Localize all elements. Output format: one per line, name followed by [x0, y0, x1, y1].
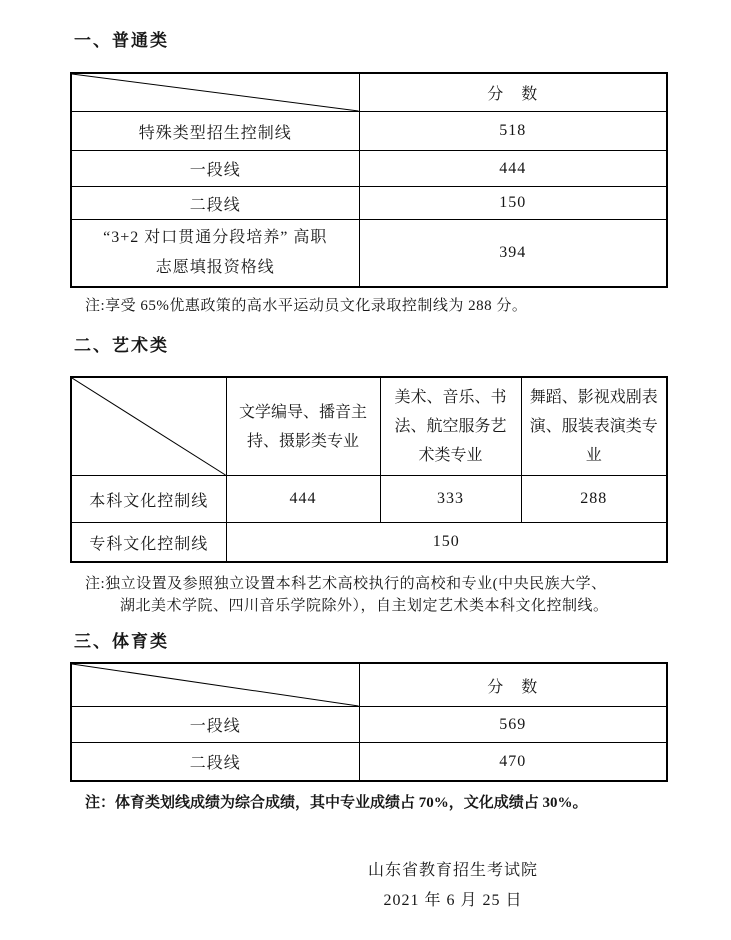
- score-value: 444: [359, 151, 667, 187]
- diagonal-line: [72, 378, 226, 475]
- art-note-line1: 注:独立设置及参照独立设置本科艺术高校执行的高校和专业(中央民族大学、: [85, 576, 607, 592]
- general-note: 注:享受 65%优惠政策的高水平运动员文化录取控制线为 288 分。: [85, 298, 528, 314]
- table-row: [71, 187, 667, 220]
- row-label: 二段线: [71, 187, 359, 220]
- issue-date: 2021 年 6 月 25 日: [383, 892, 523, 909]
- row-label-line2: 志愿填报资格线: [155, 259, 275, 276]
- corner-cell: [71, 73, 359, 112]
- section-heading-general: 一、普通类: [74, 31, 169, 50]
- score-value: 444: [226, 476, 380, 523]
- row-label: 本科文化控制线: [71, 476, 226, 523]
- table-header-row: [71, 377, 667, 476]
- table-row: [71, 112, 667, 151]
- score-column-header: 分 数: [359, 663, 667, 707]
- table-row: [71, 707, 667, 743]
- corner-cell: [71, 377, 226, 476]
- row-label: [71, 220, 359, 288]
- score-value: 569: [359, 707, 667, 743]
- corner-cell: [71, 663, 359, 707]
- score-column-header: 分 数: [359, 73, 667, 112]
- art-column-header-fine-arts: 美术、音乐、书法、航空服务艺术类专业: [380, 377, 521, 476]
- score-value: 470: [359, 743, 667, 782]
- art-note: [85, 573, 731, 617]
- score-value: 333: [380, 476, 521, 523]
- section-heading-art: 二、艺术类: [74, 336, 169, 355]
- general-score-table: [70, 72, 668, 288]
- table-row: [71, 743, 667, 782]
- merged-score-value: 150: [226, 523, 667, 563]
- diagonal-line: [72, 664, 359, 706]
- art-column-header-dance: 舞蹈、影视戏剧表演、服装表演类专业: [521, 377, 667, 476]
- table-row: [71, 523, 667, 563]
- row-label: 一段线: [71, 151, 359, 187]
- row-label: 一段线: [71, 707, 359, 743]
- section-heading-sports: 三、体育类: [74, 632, 169, 651]
- sports-note: 注：体育类划线成绩为综合成绩，其中专业成绩占 70%，文化成绩占 30%。: [85, 795, 588, 811]
- sports-score-table: [70, 662, 668, 782]
- row-label: 特殊类型招生控制线: [71, 112, 359, 151]
- score-value: 518: [359, 112, 667, 151]
- art-score-table: [70, 376, 668, 563]
- issuing-organization: 山东省教育招生考试院: [367, 862, 538, 879]
- score-value: 288: [521, 476, 667, 523]
- art-column-header-media: 文学编导、播音主持、摄影类专业: [226, 377, 380, 476]
- table-row: [71, 476, 667, 523]
- row-label-line1: “3+2 对口贯通分段培养” 高职: [103, 229, 328, 246]
- row-label: 二段线: [71, 743, 359, 782]
- art-note-line2: 湖北美术学院、四川音乐学院除外），自主划定艺术类本科文化控制线。: [120, 598, 609, 614]
- score-value: 394: [359, 220, 667, 288]
- score-value: 150: [359, 187, 667, 220]
- table-row: [71, 151, 667, 187]
- signature-block: [303, 856, 603, 916]
- row-label: 专科文化控制线: [71, 523, 226, 563]
- table-header-row: [71, 663, 667, 707]
- table-row: [71, 220, 667, 288]
- diagonal-line: [72, 74, 359, 111]
- table-header-row: [71, 73, 667, 112]
